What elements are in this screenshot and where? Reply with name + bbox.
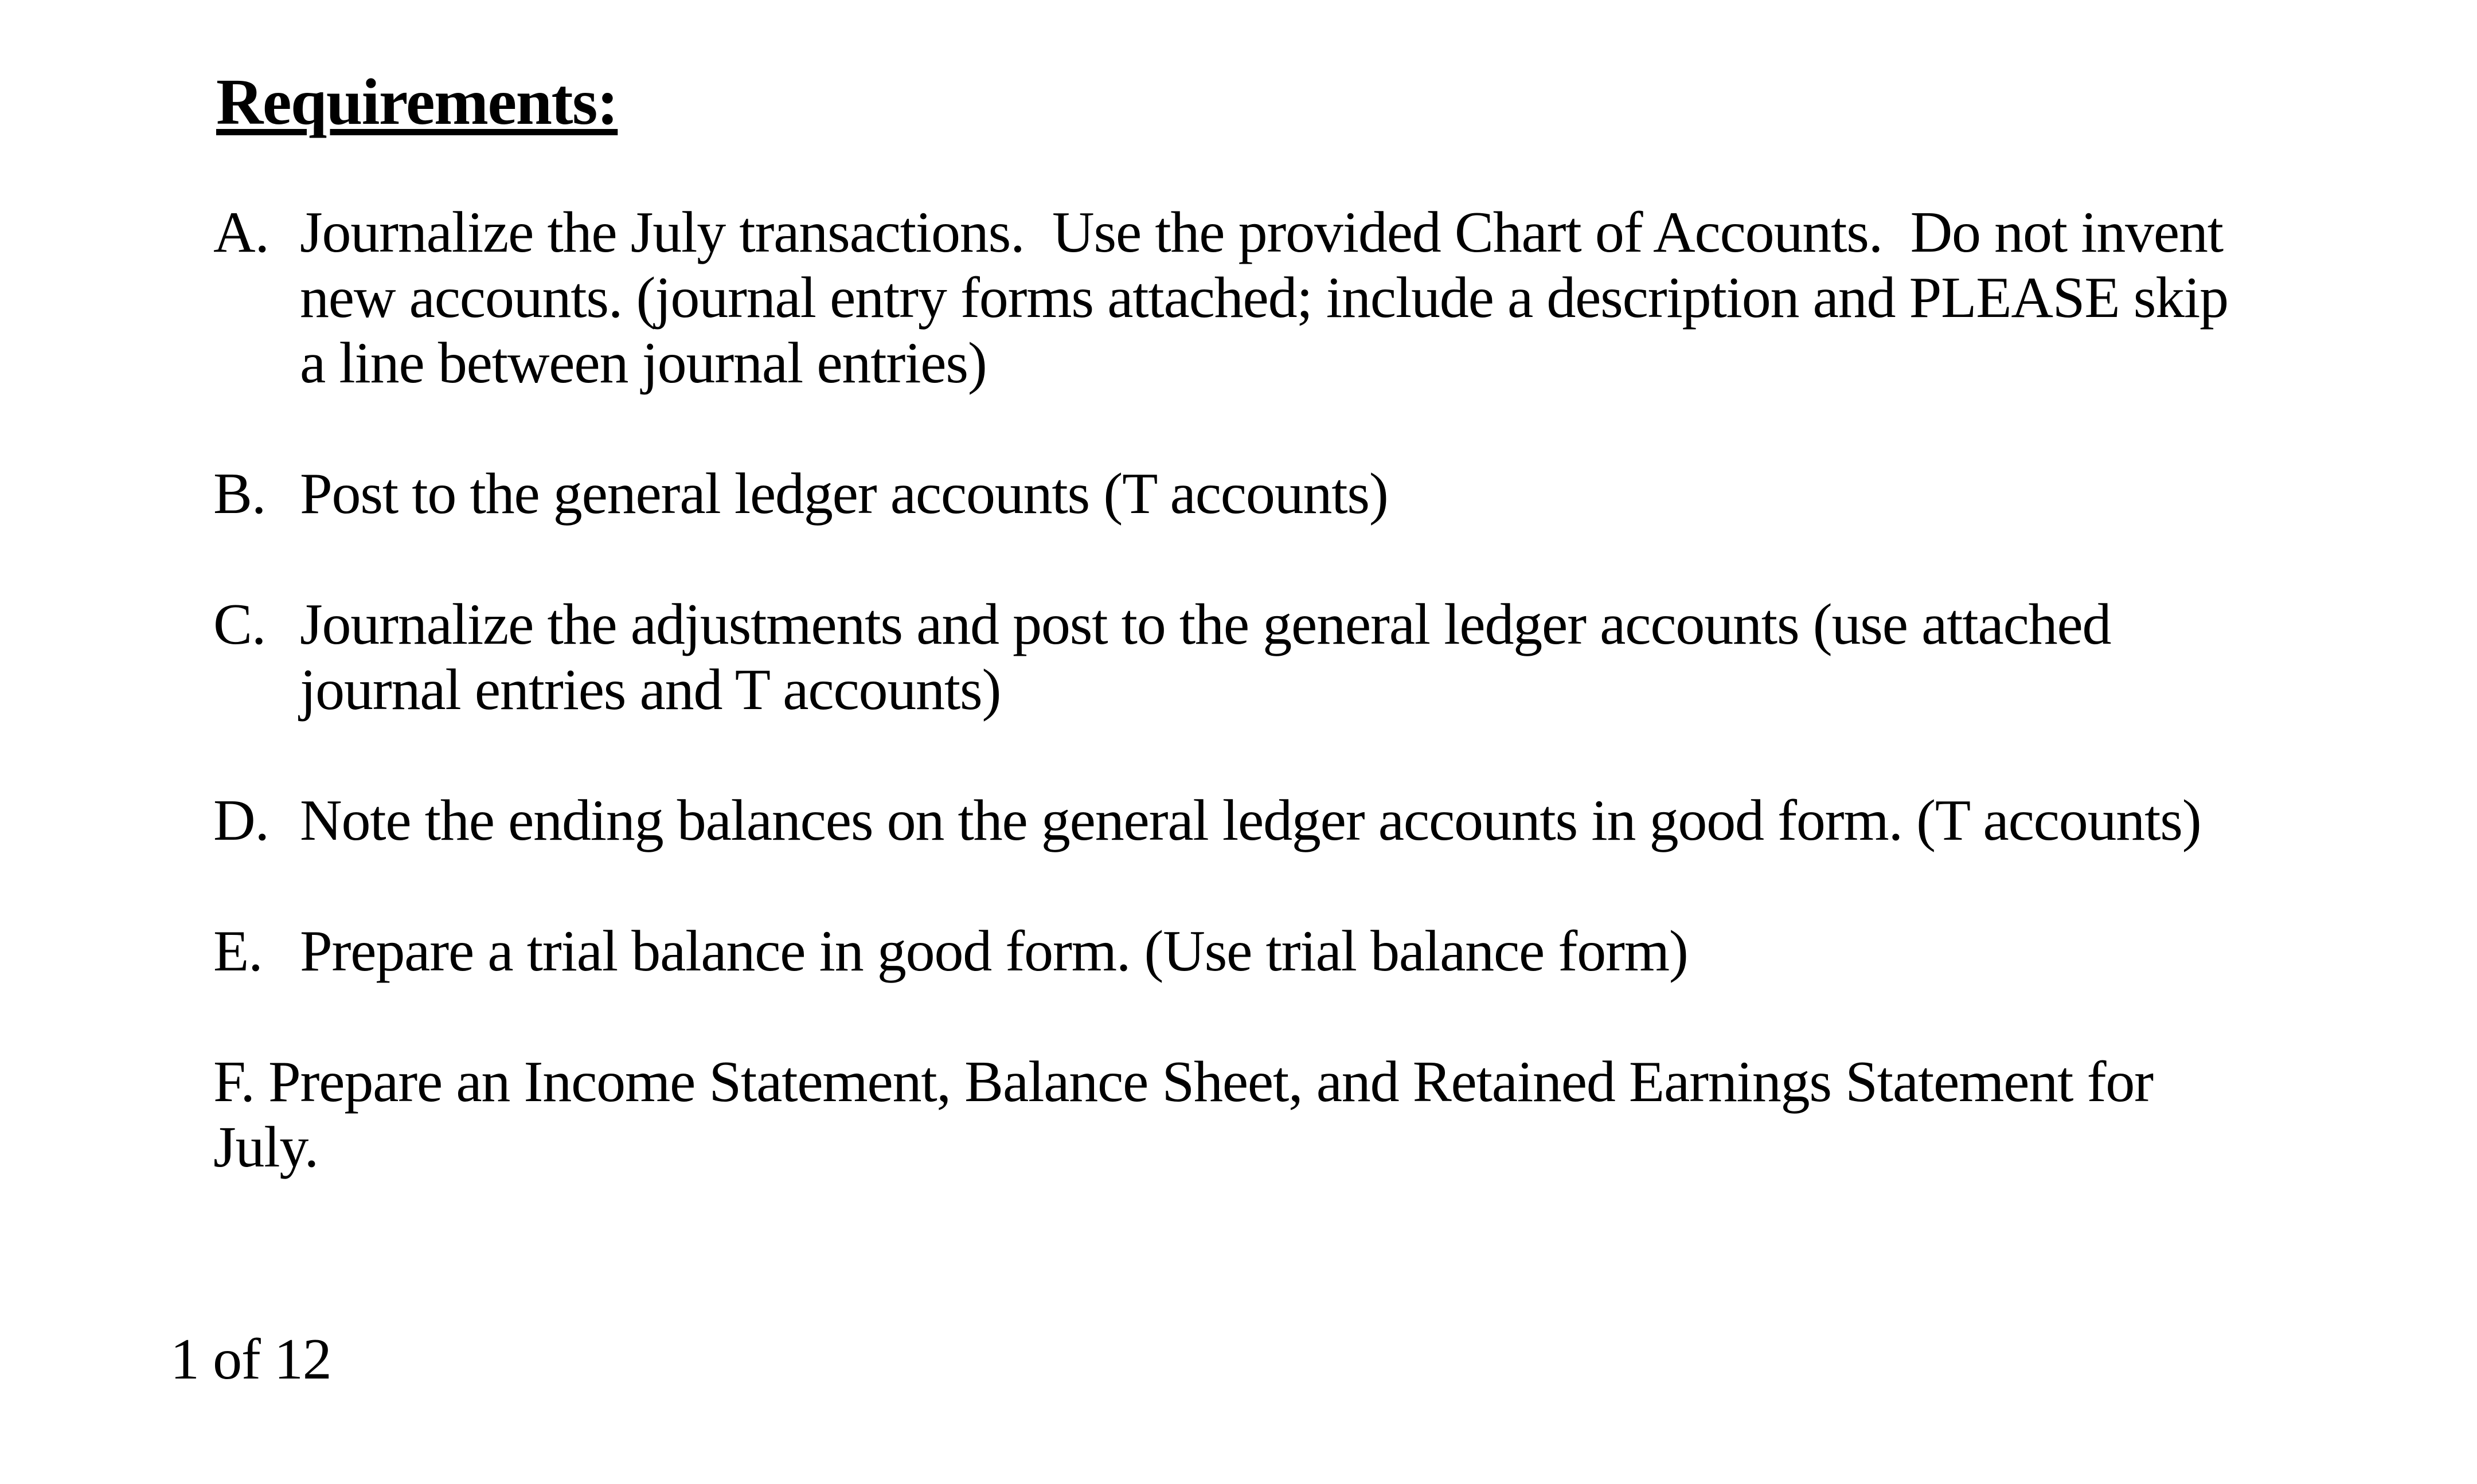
requirement-line: July. — [213, 1115, 318, 1180]
item-c-text — [300, 592, 2111, 723]
item-d-text — [300, 788, 2201, 853]
requirement-line: Journalize the adjustments and post to the general ledger accounts (use attached — [300, 592, 2111, 657]
requirement-line: Journalize the July transactions. Use the provided Chart of Accounts. Do not invent — [300, 200, 2223, 265]
requirement-line: Note the ending balances on the general ledger accounts in good form. (T accounts) — [300, 788, 2201, 853]
item-b-text — [300, 461, 1388, 527]
item-a-text — [300, 200, 2228, 396]
requirement-item-f — [213, 1050, 2153, 1180]
requirement-line: a line between journal entries) — [300, 331, 987, 396]
requirements-heading: Requirements: — [216, 65, 618, 138]
requirement-item-a — [213, 200, 2228, 396]
item-c-label: C. — [213, 592, 266, 657]
item-d-label: D. — [213, 788, 269, 853]
requirement-line: Prepare a trial balance in good form. (Use trial balance form) — [300, 919, 1688, 984]
requirement-line: Post to the general ledger accounts (T accounts) — [300, 461, 1388, 526]
item-b-label: B. — [213, 461, 266, 526]
requirement-item-c — [213, 592, 2111, 723]
item-e-text — [300, 919, 1688, 984]
requirement-item-b — [213, 461, 1388, 527]
requirement-item-e — [213, 919, 1688, 984]
requirement-line: F. Prepare an Income Statement, Balance Sheet, and Retained Earnings Statement for — [213, 1050, 2153, 1114]
page-number: 1 of 12 — [170, 1327, 331, 1392]
item-a-label: A. — [213, 200, 269, 265]
requirement-line: new accounts. (journal entry forms attached; include a description and PLEASE skip — [300, 265, 2228, 330]
requirement-item-d — [213, 788, 2201, 853]
item-e-label: E. — [213, 919, 263, 984]
requirement-line: journal entries and T accounts) — [300, 657, 1001, 722]
